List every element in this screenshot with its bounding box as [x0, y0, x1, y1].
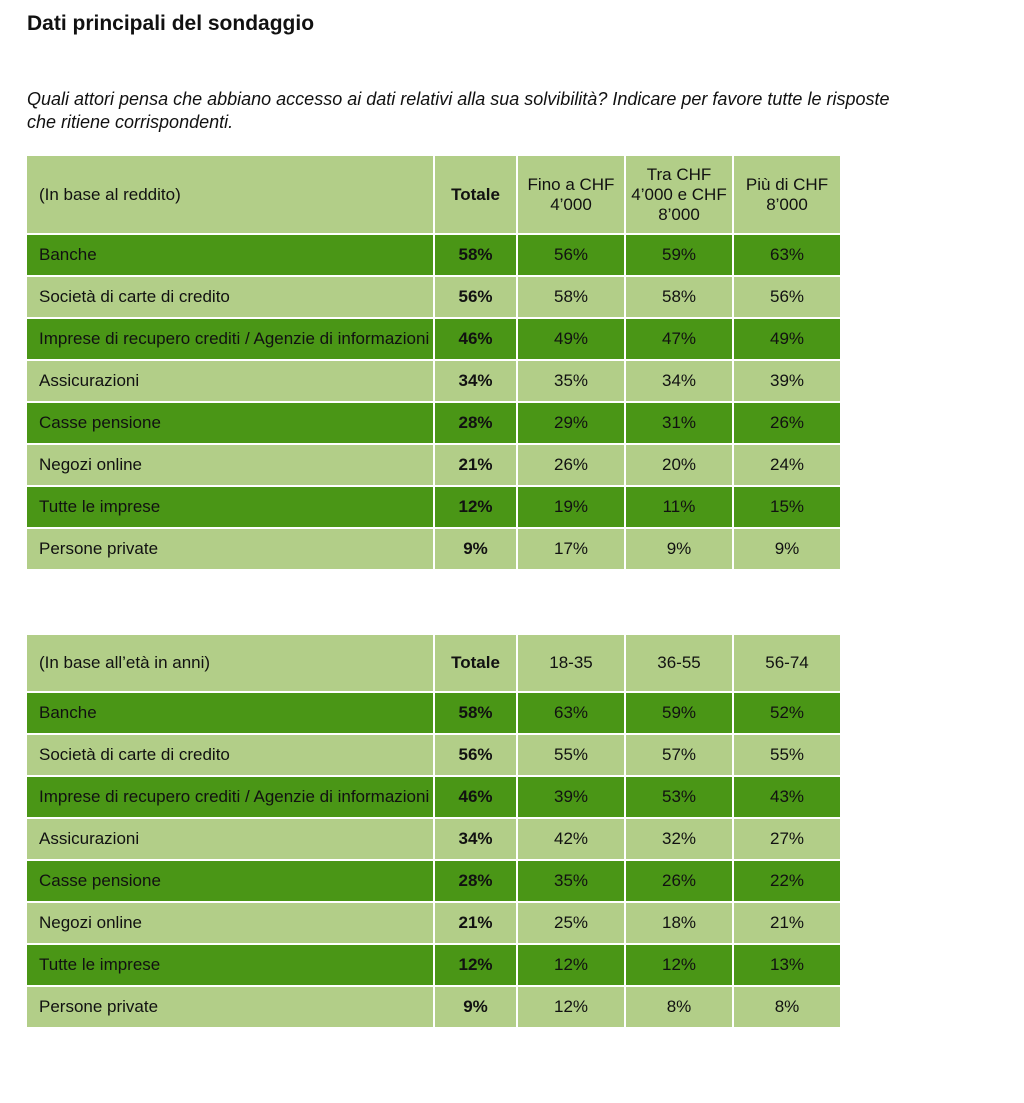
value-cell — [626, 903, 732, 943]
row-label: Tutte le imprese — [39, 955, 161, 974]
table-header-label: (In base al reddito) — [27, 156, 433, 233]
cell-value: 8% — [774, 997, 800, 1016]
cell-value: 26% — [769, 413, 805, 432]
value-cell — [518, 529, 624, 569]
cell-value: 53% — [661, 787, 697, 806]
value-cell — [518, 819, 624, 859]
value-cell — [518, 319, 624, 359]
cell-value: 56% — [769, 287, 805, 306]
cell-value: 21% — [458, 913, 493, 932]
row-label: Banche — [39, 703, 97, 722]
cell-value: 56% — [458, 287, 493, 306]
table-row — [27, 945, 840, 985]
total-cell — [435, 235, 516, 275]
row-label-cell — [27, 235, 433, 275]
value-cell — [626, 777, 732, 817]
value-cell — [518, 945, 624, 985]
value-cell — [734, 693, 840, 733]
row-label: Tutte le imprese — [39, 497, 161, 516]
table-row — [27, 903, 840, 943]
value-cell — [626, 529, 732, 569]
value-cell — [626, 403, 732, 443]
row-label-cell — [27, 945, 433, 985]
value-cell — [734, 277, 840, 317]
cell-value: 34% — [661, 371, 697, 390]
table-header-col: Tra CHF 4’000 e CHF 8’000 — [626, 156, 732, 233]
row-label-cell — [27, 529, 433, 569]
value-cell — [518, 403, 624, 443]
value-cell — [626, 693, 732, 733]
cell-value: 21% — [769, 913, 805, 932]
value-cell — [734, 529, 840, 569]
value-cell — [626, 945, 732, 985]
cell-value: 12% — [661, 955, 697, 974]
survey-question — [27, 88, 1024, 134]
cell-value: 31% — [661, 413, 697, 432]
total-cell — [435, 319, 516, 359]
cell-value: 22% — [769, 871, 805, 890]
table-row — [27, 693, 840, 733]
cell-value: 58% — [458, 245, 493, 264]
cell-value: 28% — [458, 413, 493, 432]
value-cell — [734, 735, 840, 775]
cell-value: 49% — [553, 329, 589, 348]
cell-value: 57% — [661, 745, 697, 764]
row-label: Casse pensione — [39, 871, 161, 890]
value-cell — [518, 487, 624, 527]
row-label: Persone private — [39, 539, 159, 558]
cell-value: 9% — [463, 539, 488, 558]
cell-value: 63% — [769, 245, 805, 264]
cell-value: 12% — [458, 497, 493, 516]
total-cell — [435, 777, 516, 817]
row-label-cell — [27, 903, 433, 943]
value-cell — [518, 361, 624, 401]
cell-value: 12% — [553, 997, 589, 1016]
value-cell — [734, 777, 840, 817]
cell-value: 11% — [662, 497, 696, 516]
cell-value: 63% — [553, 703, 589, 722]
table-header-row — [27, 635, 840, 691]
value-cell — [626, 861, 732, 901]
value-cell — [518, 235, 624, 275]
table-row — [27, 361, 840, 401]
table-header-col: 18-35 — [518, 635, 624, 691]
total-cell — [435, 277, 516, 317]
row-label-cell — [27, 777, 433, 817]
cell-value: 21% — [458, 455, 493, 474]
total-cell — [435, 945, 516, 985]
row-label-cell — [27, 403, 433, 443]
cell-value: 25% — [553, 913, 589, 932]
page-title: Dati principali del sondaggio — [27, 12, 315, 35]
value-cell — [626, 487, 732, 527]
row-label: Società di carte di credito — [39, 287, 230, 306]
table-row — [27, 819, 840, 859]
cell-value: 17% — [553, 539, 589, 558]
value-cell — [734, 861, 840, 901]
row-label-cell — [27, 987, 433, 1027]
value-cell — [518, 693, 624, 733]
table-header-total: Totale — [435, 156, 516, 233]
value-cell — [518, 735, 624, 775]
cell-value: 12% — [553, 955, 589, 974]
cell-value: 55% — [553, 745, 589, 764]
value-cell — [626, 735, 732, 775]
cell-value: 18% — [661, 913, 697, 932]
row-label-cell — [27, 819, 433, 859]
cell-value: 26% — [661, 871, 697, 890]
cell-value: 46% — [458, 787, 493, 806]
total-cell — [435, 735, 516, 775]
cell-value: 42% — [553, 829, 589, 848]
table-row — [27, 987, 840, 1027]
cell-value: 12% — [458, 955, 493, 974]
total-cell — [435, 487, 516, 527]
cell-value: 34% — [458, 371, 493, 390]
table-row — [27, 445, 840, 485]
table-row — [27, 319, 840, 359]
row-label: Assicurazioni — [39, 829, 140, 848]
table-header-row — [27, 156, 840, 233]
survey-question-line-2: che ritiene corrispondenti. — [27, 112, 234, 132]
table-header-label: (In base all’età in anni) — [27, 635, 433, 691]
row-label: Negozi online — [39, 455, 143, 474]
cell-value: 56% — [458, 745, 493, 764]
age-table — [25, 633, 842, 1029]
row-label: Assicurazioni — [39, 371, 140, 390]
cell-value: 24% — [769, 455, 805, 474]
value-cell — [518, 277, 624, 317]
cell-value: 46% — [458, 329, 493, 348]
total-cell — [435, 903, 516, 943]
row-label: Imprese di recupero crediti / Agenzie di informazioni — [39, 329, 430, 348]
cell-value: 52% — [769, 703, 805, 722]
row-label-cell — [27, 693, 433, 733]
value-cell — [626, 235, 732, 275]
row-label-cell — [27, 445, 433, 485]
value-cell — [734, 819, 840, 859]
table-header-col: 56-74 — [734, 635, 840, 691]
table-header-col: Fino a CHF 4’000 — [518, 156, 624, 233]
table-row — [27, 861, 840, 901]
cell-value: 35% — [553, 371, 589, 390]
cell-value: 39% — [769, 371, 805, 390]
cell-value: 20% — [661, 455, 697, 474]
cell-value: 27% — [769, 829, 805, 848]
table-row — [27, 235, 840, 275]
row-label-cell — [27, 361, 433, 401]
total-cell — [435, 819, 516, 859]
cell-value: 35% — [553, 871, 589, 890]
row-label: Banche — [39, 245, 97, 264]
value-cell — [626, 361, 732, 401]
cell-value: 13% — [769, 955, 805, 974]
row-label: Società di carte di credito — [39, 745, 230, 764]
value-cell — [518, 987, 624, 1027]
value-cell — [734, 987, 840, 1027]
row-label-cell — [27, 861, 433, 901]
cell-value: 56% — [553, 245, 589, 264]
table-header-total: Totale — [435, 635, 516, 691]
cell-value: 49% — [769, 329, 805, 348]
row-label: Casse pensione — [39, 413, 161, 432]
table-row — [27, 529, 840, 569]
table-row — [27, 487, 840, 527]
cell-value: 32% — [661, 829, 697, 848]
value-cell — [518, 903, 624, 943]
cell-value: 55% — [769, 745, 805, 764]
total-cell — [435, 445, 516, 485]
income-table — [25, 154, 842, 571]
total-cell — [435, 693, 516, 733]
total-cell — [435, 403, 516, 443]
cell-value: 8% — [666, 997, 692, 1016]
value-cell — [518, 777, 624, 817]
row-label-cell — [27, 735, 433, 775]
value-cell — [626, 445, 732, 485]
cell-value: 15% — [769, 497, 805, 516]
value-cell — [734, 945, 840, 985]
cell-value: 39% — [553, 787, 589, 806]
cell-value: 28% — [458, 871, 493, 890]
table-row — [27, 735, 840, 775]
table-header-col: Più di CHF 8’000 — [734, 156, 840, 233]
table-row — [27, 403, 840, 443]
total-cell — [435, 861, 516, 901]
table-body — [27, 693, 840, 1027]
value-cell — [734, 319, 840, 359]
cell-value: 19% — [553, 497, 589, 516]
cell-value: 58% — [661, 287, 697, 306]
row-label: Negozi online — [39, 913, 143, 932]
table-header-col: 36-55 — [626, 635, 732, 691]
value-cell — [734, 903, 840, 943]
cell-value: 47% — [661, 329, 697, 348]
value-cell — [626, 319, 732, 359]
row-label-cell — [27, 277, 433, 317]
cell-value: 59% — [661, 245, 697, 264]
cell-value: 9% — [666, 539, 692, 558]
cell-value: 34% — [458, 829, 493, 848]
value-cell — [734, 445, 840, 485]
table-row — [27, 777, 840, 817]
value-cell — [734, 403, 840, 443]
cell-value: 26% — [553, 455, 589, 474]
value-cell — [626, 277, 732, 317]
value-cell — [626, 819, 732, 859]
row-label: Imprese di recupero crediti / Agenzie di informazioni — [39, 787, 430, 806]
row-label: Persone private — [39, 997, 159, 1016]
total-cell — [435, 987, 516, 1027]
survey-question-line-1: Quali attori pensa che abbiano accesso ai dati relativi alla sua solvibilità? Indicare per favore tutte le risposte — [27, 89, 890, 109]
row-label-cell — [27, 319, 433, 359]
value-cell — [734, 361, 840, 401]
cell-value: 9% — [463, 997, 488, 1016]
total-cell — [435, 529, 516, 569]
cell-value: 58% — [458, 703, 493, 722]
value-cell — [518, 861, 624, 901]
value-cell — [626, 987, 732, 1027]
value-cell — [518, 445, 624, 485]
cell-value: 29% — [553, 413, 589, 432]
table-body — [27, 235, 840, 569]
row-label-cell — [27, 487, 433, 527]
cell-value: 58% — [553, 287, 589, 306]
value-cell — [734, 487, 840, 527]
total-cell — [435, 361, 516, 401]
cell-value: 43% — [769, 787, 805, 806]
cell-value: 9% — [774, 539, 800, 558]
table-row — [27, 277, 840, 317]
value-cell — [734, 235, 840, 275]
cell-value: 59% — [661, 703, 697, 722]
